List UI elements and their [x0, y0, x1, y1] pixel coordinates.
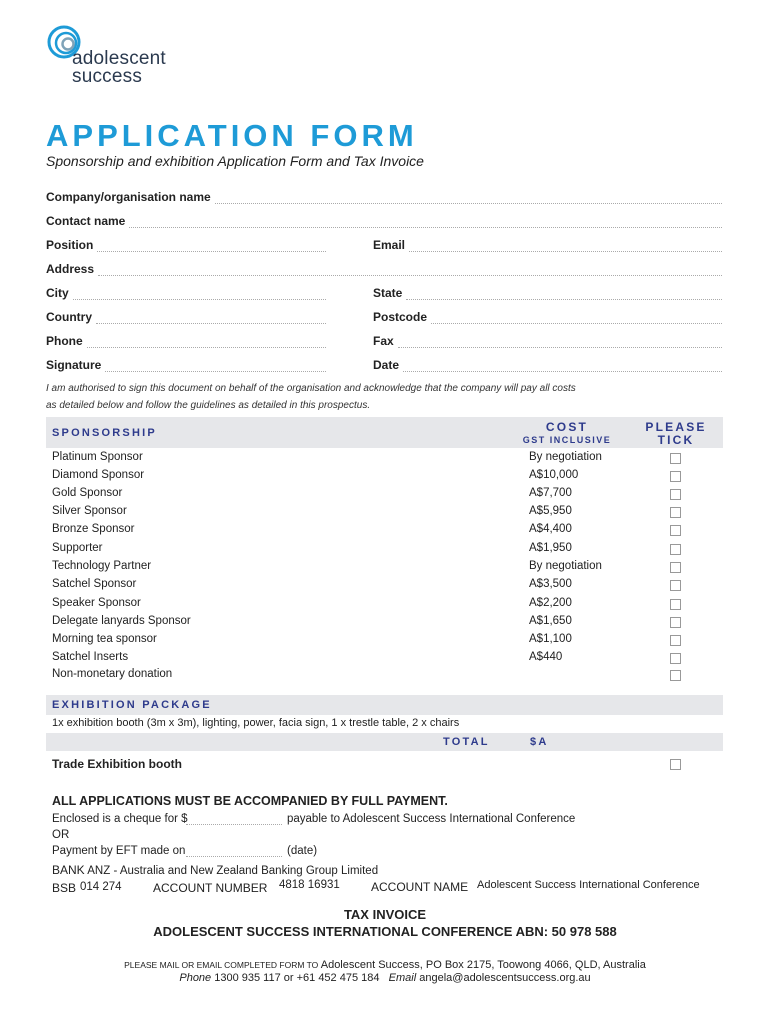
total-value: $A — [530, 736, 549, 748]
country-label: Country — [46, 310, 92, 324]
account-name-value: Adolescent Success International Conference — [477, 879, 700, 891]
contact-input-line[interactable] — [129, 216, 722, 228]
sponsor-name: Satchel Inserts — [52, 651, 129, 663]
contact-field[interactable] — [46, 210, 722, 228]
eft-label: Payment by EFT made on — [52, 845, 186, 857]
phone-label-footer: Phone — [179, 972, 212, 984]
email-input-line[interactable] — [409, 240, 722, 252]
sponsor-tick-checkbox[interactable] — [670, 453, 681, 464]
sponsor-name: Bronze Sponsor — [52, 523, 135, 535]
abn-line: ADOLESCENT SUCCESS INTERNATIONAL CONFERENCE ABN: 50 978 588 — [153, 924, 617, 939]
company-label: Company/organisation name — [46, 190, 211, 204]
sponsor-cost: A$5,950 — [529, 505, 572, 517]
sponsor-tick-checkbox[interactable] — [670, 580, 681, 591]
account-name-label: ACCOUNT NAME — [371, 880, 469, 894]
address-input-line[interactable] — [98, 264, 722, 276]
sponsor-tick-checkbox[interactable] — [670, 489, 681, 500]
date-field[interactable] — [373, 354, 722, 372]
state-label: State — [373, 286, 403, 300]
bank-value: ANZ - Australia and New Zealand Banking Group Limited — [87, 865, 379, 877]
payment-heading: ALL APPLICATIONS MUST BE ACCOMPANIED BY FULL PAYMENT. — [52, 794, 448, 808]
email-value-footer[interactable]: angela@adolescentsuccess.org.au — [419, 972, 591, 984]
sponsor-tick-checkbox[interactable] — [670, 670, 681, 681]
fax-input-line[interactable] — [398, 336, 722, 348]
sponsor-cost: By negotiation — [529, 451, 602, 463]
logo — [46, 24, 206, 86]
total-label: TOTAL — [443, 736, 490, 748]
sponsor-cost: A$1,100 — [529, 633, 572, 645]
postcode-input-line[interactable] — [431, 312, 722, 324]
sponsor-name: Satchel Sponsor — [52, 578, 137, 590]
sponsor-tick-checkbox[interactable] — [670, 653, 681, 664]
date-input-line[interactable] — [403, 360, 722, 372]
phone-field[interactable] — [46, 330, 326, 348]
sponsor-tick-checkbox[interactable] — [670, 617, 681, 628]
eft-date-line[interactable] — [186, 856, 282, 857]
company-field[interactable] — [46, 186, 722, 204]
phone-input-line[interactable] — [87, 336, 326, 348]
cheque-label: Enclosed is a cheque for $ — [52, 813, 188, 825]
cheque-payable-text: payable to Adolescent Success International Conference — [287, 813, 576, 825]
sponsor-name: Technology Partner — [52, 560, 152, 572]
city-input-line[interactable] — [73, 288, 326, 300]
postcode-label: Postcode — [373, 310, 428, 324]
account-number-label: ACCOUNT NUMBER — [153, 881, 268, 895]
state-input-line[interactable] — [406, 288, 722, 300]
logo-line-2: success — [72, 66, 143, 87]
company-input-line[interactable] — [215, 192, 722, 204]
or-text: OR — [52, 829, 70, 841]
sponsor-cost: A$4,400 — [529, 523, 572, 535]
sponsor-cost: A$3,500 — [529, 578, 572, 590]
sponsor-cost: A$1,650 — [529, 615, 572, 627]
position-label: Position — [46, 238, 94, 252]
sponsor-tick-checkbox[interactable] — [670, 525, 681, 536]
page-subtitle: Sponsorship and exhibition Application Form and Tax Invoice — [46, 153, 424, 169]
sponsor-tick-checkbox[interactable] — [670, 471, 681, 482]
country-field[interactable] — [46, 306, 326, 324]
sponsor-tick-checkbox[interactable] — [670, 635, 681, 646]
exhibition-heading: EXHIBITION PACKAGE — [52, 699, 212, 711]
sponsor-name: Platinum Sponsor — [52, 451, 143, 463]
trade-booth-label: Trade Exhibition booth — [52, 757, 182, 771]
mail-address: Adolescent Success, PO Box 2175, Toowong 4066, QLD, Australia — [320, 959, 646, 971]
tick-heading-line-1: PLEASE — [645, 420, 707, 434]
sponsor-cost: A$10,000 — [529, 469, 579, 481]
authorisation-statement — [46, 380, 726, 414]
sponsor-name: Non-monetary donation — [52, 668, 173, 680]
date-label: Date — [373, 358, 400, 372]
fax-field[interactable] — [373, 330, 722, 348]
sponsor-name: Speaker Sponsor — [52, 597, 141, 609]
mail-label: PLEASE MAIL OR EMAIL COMPLETED FORM TO — [124, 960, 319, 970]
position-input-line[interactable] — [97, 240, 326, 252]
exhibition-description: 1x exhibition booth (3m x 3m), lighting, power, facia sign, 1 x trestle table, 2 x chairs — [52, 717, 460, 729]
trade-booth-checkbox[interactable] — [670, 759, 681, 770]
page-title: APPLICATION FORM — [46, 118, 418, 153]
sponsor-cost: A$1,950 — [529, 542, 572, 554]
sponsor-cost: A$7,700 — [529, 487, 572, 499]
address-label: Address — [46, 262, 95, 276]
email-label: Email — [373, 238, 406, 252]
cheque-amount-line[interactable] — [186, 824, 282, 825]
mail-line — [0, 959, 770, 971]
sponsor-cost: A$2,200 — [529, 597, 572, 609]
state-field[interactable] — [373, 282, 722, 300]
contact-line — [0, 972, 770, 984]
authorisation-line-2: as detailed below and follow the guidelines as detailed in this prospectus. — [46, 400, 371, 411]
signature-input-line[interactable] — [105, 360, 326, 372]
sponsor-cost: By negotiation — [529, 560, 602, 572]
logo-wordmark — [72, 50, 166, 86]
tick-heading-line-2: TICK — [657, 433, 695, 447]
city-label: City — [46, 286, 69, 300]
eft-date-text: (date) — [287, 845, 318, 857]
bank-label: BANK — [52, 863, 85, 877]
signature-field[interactable] — [46, 354, 326, 372]
logo-line-1: adolescent — [72, 48, 166, 69]
sponsor-name: Supporter — [52, 542, 103, 554]
account-number-value: 4818 16931 — [279, 879, 340, 891]
sponsor-tick-checkbox[interactable] — [670, 544, 681, 555]
email-label-footer: Email — [388, 972, 417, 984]
cost-heading: COST — [545, 420, 589, 434]
total-bar — [46, 733, 723, 751]
bsb-value: 014 274 — [80, 881, 122, 893]
contact-label: Contact name — [46, 214, 126, 228]
postcode-field[interactable] — [373, 306, 722, 324]
position-field[interactable] — [46, 234, 326, 252]
address-field[interactable] — [46, 258, 722, 276]
sponsor-name: Delegate lanyards Sponsor — [52, 615, 191, 627]
fax-label: Fax — [373, 334, 394, 348]
tax-invoice-title: TAX INVOICE — [343, 907, 427, 922]
authorisation-line-1: I am authorised to sign this document on behalf of the organisation and acknowledge that the company will pay all costs — [46, 383, 576, 394]
sponsor-name: Gold Sponsor — [52, 487, 123, 499]
sponsor-tick-checkbox[interactable] — [670, 507, 681, 518]
email-field[interactable] — [373, 234, 722, 252]
sponsor-tick-checkbox[interactable] — [670, 562, 681, 573]
country-input-line[interactable] — [96, 312, 326, 324]
sponsorship-heading: SPONSORSHIP — [52, 427, 157, 439]
sponsor-name: Morning tea sponsor — [52, 633, 157, 645]
city-field[interactable] — [46, 282, 326, 300]
bsb-label: BSB — [52, 881, 77, 895]
cost-subheading: GST INCLUSIVE — [522, 435, 612, 445]
signature-label: Signature — [46, 358, 102, 372]
phone-label: Phone — [46, 334, 83, 348]
bank-row — [52, 863, 378, 877]
sponsor-tick-checkbox[interactable] — [670, 599, 681, 610]
sponsor-name: Diamond Sponsor — [52, 469, 145, 481]
sponsor-name: Silver Sponsor — [52, 505, 127, 517]
phone-value-footer: 1300 935 117 or +61 452 475 184 — [214, 972, 380, 984]
sponsor-cost: A$440 — [529, 651, 563, 663]
